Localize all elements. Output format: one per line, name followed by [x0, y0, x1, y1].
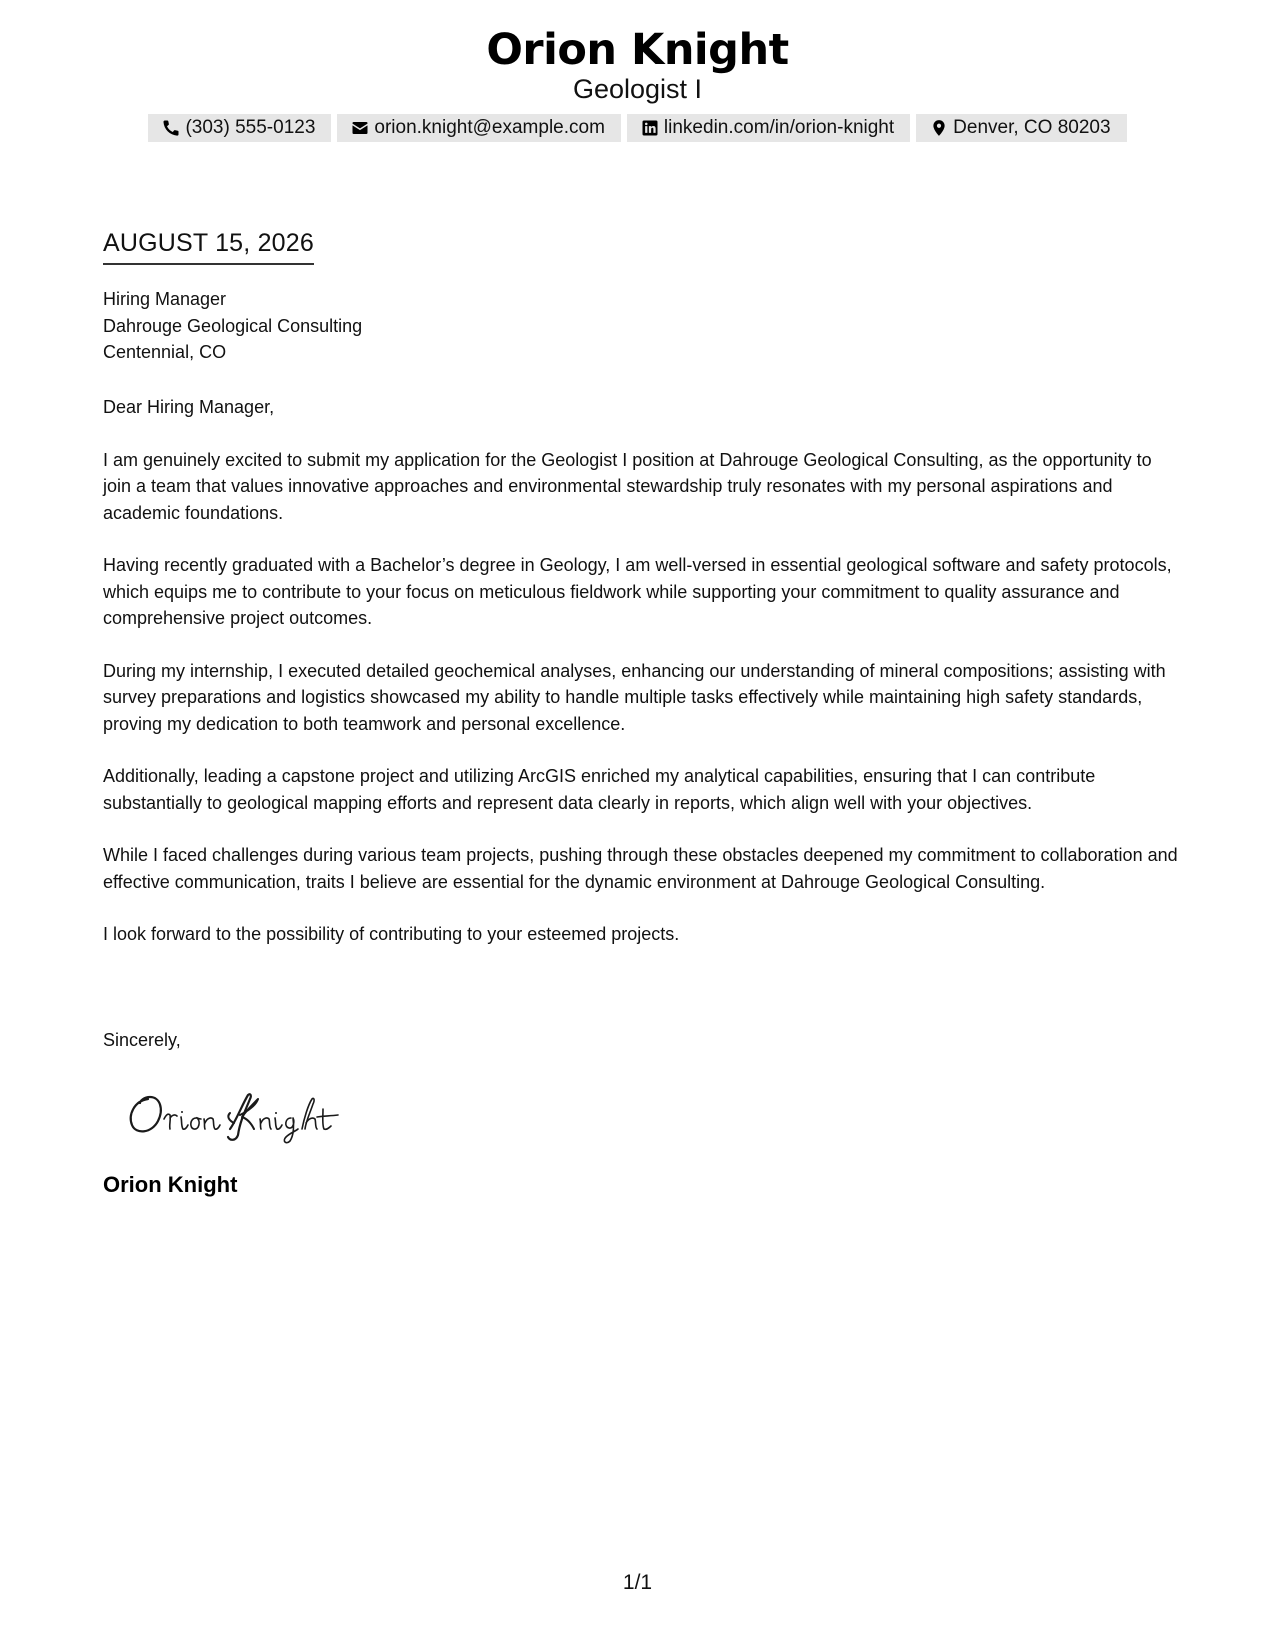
- body-paragraph: I am genuinely excited to submit my application for the Geologist I position at Dahrouge Geological Consulting, as the opportunity to join a team that values innovative approaches and environmental stewardship truly resonates with my personal aspirations and academic foundations.: [103, 449, 1152, 523]
- contact-bar: [0, 114, 1275, 142]
- contact-location: [916, 114, 1126, 142]
- body-paragraph: Having recently graduated with a Bachelor’s degree in Geology, I am well-versed in essential geological software and safety protocols, which equips me to contribute to your focus on meticulous fieldwork while supporting your commitment to quality assurance and comprehensive project outcomes.: [103, 555, 1172, 628]
- body-paragraph: While I faced challenges during various team projects, pushing through these obstacles deepened my commitment to collaboration and effective communication, traits I believe are essential for the dynamic environment at Dahrouge Geological Consulting.: [103, 845, 1178, 892]
- page-number: 1/1: [622, 1571, 653, 1594]
- body-paragraph: Additionally, leading a capstone project and utilizing ArcGIS enriched my analytical capabilities, ensuring that I can contribute substantially to geological mapping efforts and represent data clearly in reports, which align well with your objectives.: [103, 766, 1096, 813]
- contact-linkedin: [627, 114, 910, 142]
- body-paragraph: I look forward to the possibility of contributing to your esteemed projects.: [103, 924, 680, 944]
- recipient-name: Hiring Manager: [103, 289, 227, 309]
- handwritten-signature: [126, 1085, 346, 1145]
- closing: Sincerely,: [103, 1030, 181, 1050]
- body-paragraph: During my internship, I executed detailed geochemical analyses, enhancing our understanding of mineral compositions; assisting with survey preparations and logistics showcased my ability to handle multiple tasks effectively while maintaining high safety standards, proving my dedication to both teamwork and personal excellence.: [103, 660, 1166, 734]
- job-title: Geologist I: [572, 74, 703, 104]
- map-pin-icon: [930, 119, 948, 137]
- linkedin-icon: [641, 119, 659, 137]
- location-text: Denver, CO 80203: [953, 117, 1111, 138]
- linkedin-text: linkedin.com/in/orion-knight: [663, 117, 895, 138]
- contact-phone: [148, 114, 331, 142]
- contact-email: [337, 114, 621, 142]
- letter-date: AUGUST 15, 2026: [103, 226, 314, 265]
- applicant-name: Orion Knight: [486, 25, 789, 75]
- signer-name: Orion Knight: [103, 1172, 238, 1197]
- recipient-company: Dahrouge Geological Consulting: [103, 315, 363, 336]
- letter-body: [103, 394, 1183, 974]
- email-text: orion.knight@example.com: [374, 117, 605, 138]
- recipient-block: [103, 286, 362, 366]
- salutation: Dear Hiring Manager,: [103, 397, 275, 417]
- phone-icon: [162, 119, 180, 137]
- envelope-icon: [351, 119, 369, 137]
- phone-text: (303) 555-0123: [185, 117, 316, 138]
- recipient-location: Centennial, CO: [103, 342, 227, 362]
